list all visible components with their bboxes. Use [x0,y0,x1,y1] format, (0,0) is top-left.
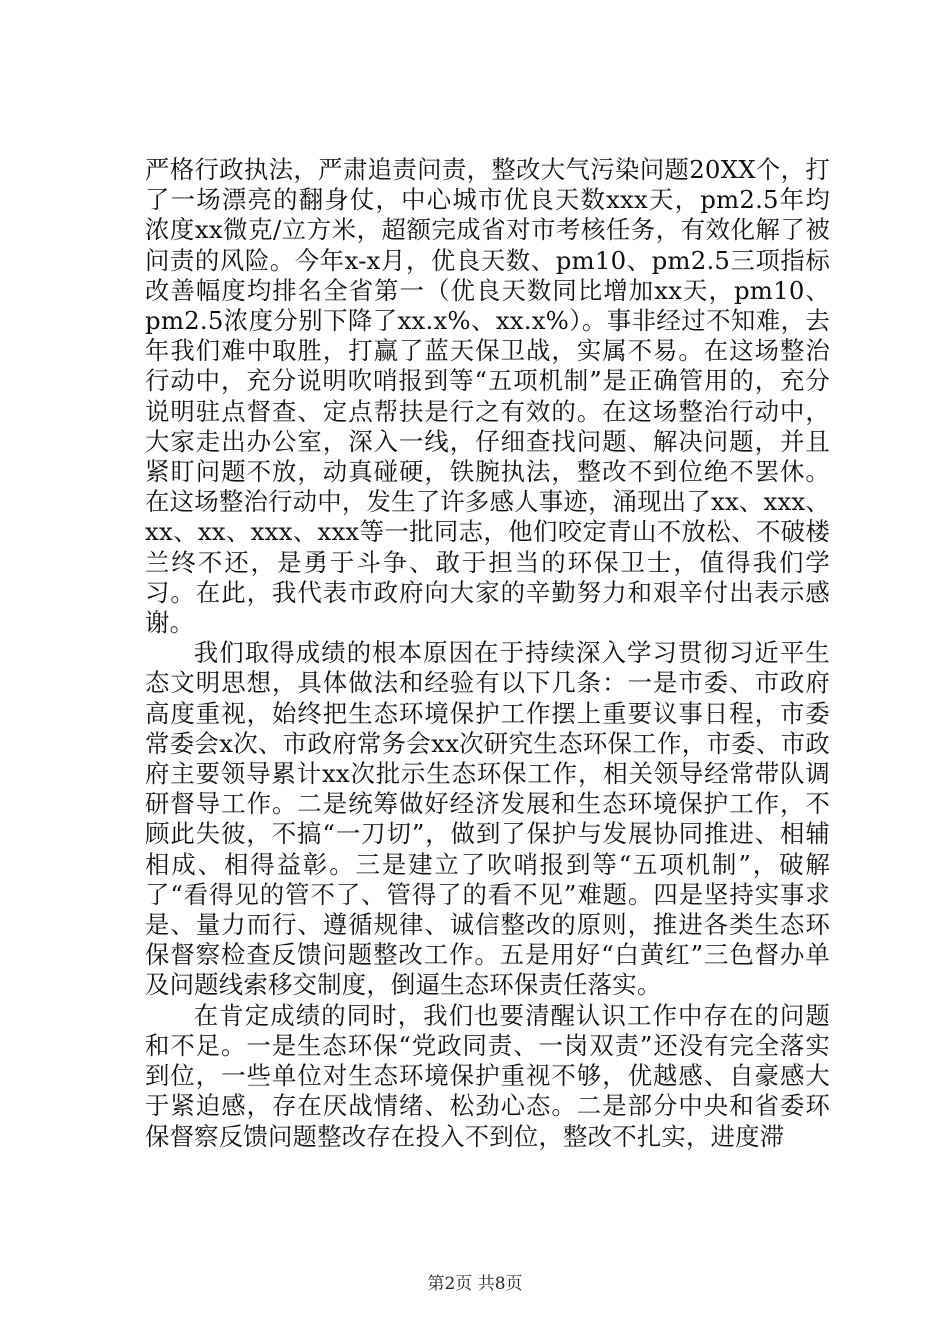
paragraph-3: 在肯定成绩的同时，我们也要清醒认识工作中存在的问题和不足。一是生态环保“党政同责、一岗双责”还没有完全落实到位，一些单位对生态环境保护重视不够，优越感、自豪感大于紧迫感，存在厌战情绪、松劲心态。二是部分中央和省委环保督察反馈问题整改存在投入不到位，整改不扎实，进度滞 [145,1000,830,1151]
page-footer [0,1273,950,1295]
paragraph-2: 我们取得成绩的根本原因在于持续深入学习贯彻习近平生态文明思想，具体做法和经验有以下几条：一是市委、市政府高度重视，始终把生态环境保护工作摆上重要议事日程，市委常委会x次、市政府常务会xx次研究生态环保工作，市委、市政府主要领导累计xx次批示生态环保工作，相关领导经常带队调研督导工作。二是统筹做好经济发展和生态环境保护工作，不顾此失彼，不搞“一刀切”，做到了保护与发展协同推进、相辅相成、相得益彰。三是建立了吹哨报到等“五项机制”，破解了“看得见的管不了、管得了的看不见”难题。四是坚持实事求是、量力而行、遵循规律、诚信整改的原则，推进各类生态环保督察检查反馈问题整改工作。五是用好“白黄红”三色督办单及问题线索移交制度，倒逼生态环保责任落实。 [145,638,830,1000]
document-body [145,155,830,1152]
page-number: 第2页 共8页 [427,1274,523,1294]
paragraph-1: 严格行政执法，严肃追责问责，整改大气污染问题20XX个，打了一场漂亮的翻身仗，中心城市优良天数xxx天，pm2.5年均浓度xx微克/立方米，超额完成省对市考核任务，有效化解了被问责的风险。今年x-x月，优良天数、pm10、pm2.5三项指标改善幅度均排名全省第一（优良天数同比增加xx天，pm10、pm2.5浓度分别下降了xx.x%、xx.x%）。事非经过不知难，去年我们难中取胜，打赢了蓝天保卫战，实属不易。在这场整治行动中，充分说明吹哨报到等“五项机制”是正确管用的，充分说明驻点督查、定点帮扶是行之有效的。在这场整治行动中，大家走出办公室，深入一线，仔细查找问题、解决问题，并且紧盯问题不放，动真碰硬，铁腕执法，整改不到位绝不罢休。在这场整治行动中，发生了许多感人事迹，涌现出了xx、xxx、xx、xx、xxx、xxx等一批同志，他们咬定青山不放松、不破楼兰终不还，是勇于斗争、敢于担当的环保卫士，值得我们学习。在此，我代表市政府向大家的辛勤努力和艰辛付出表示感谢。 [145,155,830,638]
